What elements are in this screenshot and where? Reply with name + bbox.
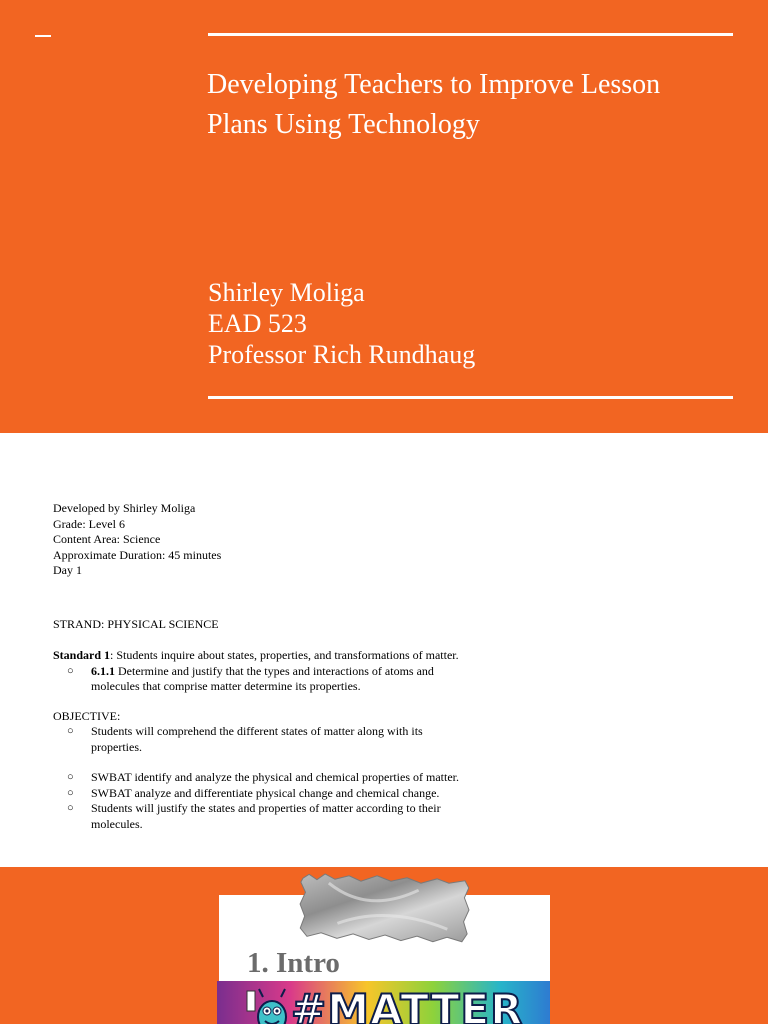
objective-text: SWBAT identify and analyze the physical and chemical properties of matter. <box>91 770 459 784</box>
bottom-divider <box>208 396 733 399</box>
matter-banner-image <box>217 981 550 1024</box>
author-name: Shirley Moliga <box>208 278 365 307</box>
list-item <box>67 801 473 832</box>
circle-bullet-icon: ○ <box>67 664 74 677</box>
title-line-1: Developing Teachers to Improve Lesson <box>207 69 661 100</box>
title-slide <box>0 0 768 433</box>
presentation-title <box>207 65 727 145</box>
circle-bullet-icon: ○ <box>67 725 74 737</box>
top-divider <box>208 33 733 36</box>
accent-dash <box>35 35 51 37</box>
duct-tape-icon <box>297 872 471 944</box>
course-code: EAD 523 <box>208 309 307 338</box>
author-block <box>208 277 475 370</box>
circle-bullet-icon: ○ <box>67 771 74 783</box>
standard-item-text: Determine and justify that the types and interactions of atoms and molecules that comprise matter determine its properties. <box>91 663 434 693</box>
circle-bullet-icon: ○ <box>67 786 74 799</box>
objective-heading: OBJECTIVE: <box>53 708 121 723</box>
meta-duration: Approximate Duration: 45 minutes <box>53 547 222 562</box>
list-item <box>67 724 473 755</box>
objective-text: SWBAT analyze and differentiate physical change and chemical change. <box>91 785 440 800</box>
meta-day: Day 1 <box>53 563 82 577</box>
strand-heading: STRAND: PHYSICAL SCIENCE <box>53 616 219 631</box>
lesson-meta <box>53 501 473 579</box>
monster-mascot-icon <box>245 985 287 1024</box>
banner-text: #MATTER <box>291 985 524 1024</box>
meta-developer: Developed by Shirley Moliga <box>53 501 196 515</box>
objective-text: Students will justify the states and properties of matter according to their molecules. <box>91 801 441 831</box>
standard-statement <box>53 648 473 664</box>
lesson-plan-slide <box>0 433 768 867</box>
standard-items <box>53 664 473 695</box>
title-line-2: Plans Using Technology <box>207 109 480 140</box>
intro-heading: 1. Intro <box>247 947 340 979</box>
list-item <box>67 770 473 786</box>
lesson-plan-document <box>53 501 473 832</box>
standard-text: : Students inquire about states, properties, and transformations of matter. <box>110 648 459 662</box>
objective-text: Students will comprehend the different states of matter along with its properties. <box>91 724 423 754</box>
meta-content-area: Content Area: Science <box>53 532 161 546</box>
objective-list <box>53 724 473 832</box>
professor-name: Professor Rich Rundhaug <box>208 340 476 369</box>
list-item <box>67 785 473 802</box>
list-item <box>67 663 473 695</box>
standard-label: Standard 1 <box>53 648 111 662</box>
meta-grade: Grade: Level 6 <box>53 516 125 531</box>
intro-slide <box>0 867 768 1024</box>
circle-bullet-icon: ○ <box>67 802 74 814</box>
standard-code: 6.1.1 <box>91 663 115 678</box>
